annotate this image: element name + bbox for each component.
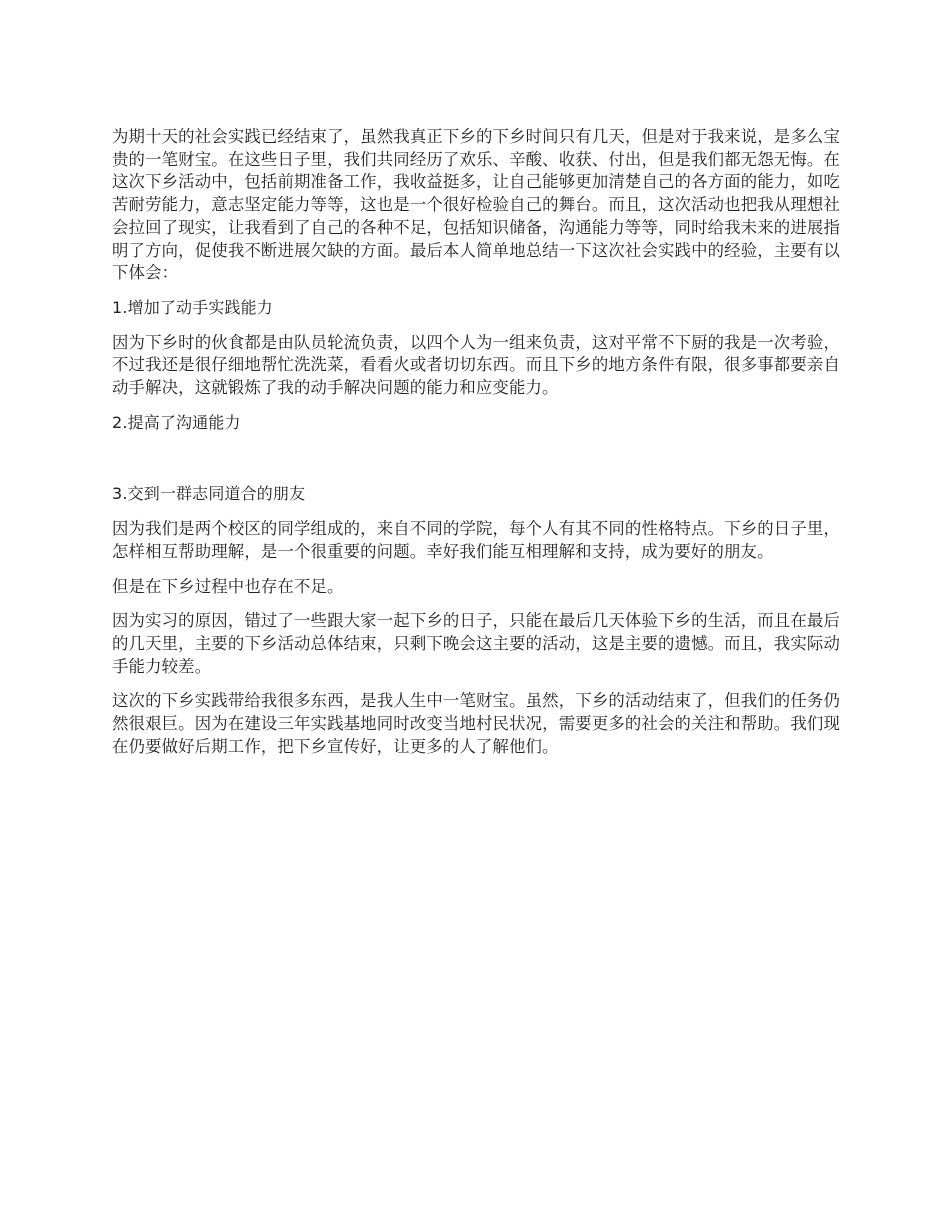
document-page	[112, 126, 840, 770]
shortcoming-intro-paragraph: 但是在下乡过程中也存在不足。	[112, 576, 344, 596]
section-3-paragraph: 因为我们是两个校区的同学组成的，来自不同的学院，每个人有其不同的性格特点。下乡的日子里，怎样相互帮助理解，是一个很重要的问题。幸好我们能互相理解和支持，成为要好的朋友。	[112, 519, 840, 561]
section-2-heading: 2.提高了沟通能力	[112, 412, 241, 432]
intro-paragraph: 为期十天的社会实践已经结束了，虽然我真正下乡的下乡时间只有几天，但是对于我来说，是多么宝贵的一笔财宝。在这些日子里，我们共同经历了欢乐、辛酸、收获、付出，但是我们都无怨无悔。在这次下乡活动中，包括前期准备工作，我收益挺多，让自己能够更加清楚自己的各方面的能力，如吃苦耐劳能力，意志坚定能力等等，这也是一个很好检验自己的舞台。而且，这次活动也把我从理想社会拉回了现实，让我看到了自己的各种不足，包括知识储备，沟通能力等等，同时给我未来的进展指明了方向，促使我不断进展欠缺的方面。最后本人简单地总结一下这次社会实践中的经验，主要有以下体会：	[112, 127, 840, 283]
section-3-heading: 3.交到一群志同道合的朋友	[112, 484, 306, 504]
shortcoming-paragraph: 因为实习的原因，错过了一些跟大家一起下乡的日子，只能在最后几天体验下乡的生活，而且在最后的几天里，主要的下乡活动总体结束，只剩下晚会这主要的活动，这是主要的遗憾。而且，我实际动手能力较差。	[112, 611, 840, 676]
blank-spacer	[112, 446, 840, 483]
section-1-paragraph: 因为下乡时的伙食都是由队员轮流负责，以四个人为一组来负责，这对平常不下厨的我是一次考验，不过我还是很仔细地帮忙洗洗菜，看看火或者切切东西。而且下乡的地方条件有限，很多事都要亲自动手解决，这就锻炼了我的动手解决问题的能力和应变能力。	[112, 332, 840, 398]
conclusion-paragraph: 这次的下乡实践带给我很多东西，是我人生中一笔财宝。虽然，下乡的活动结束了，但我们的任务仍然很艰巨。因为在建设三年实践基地同时改变当地村民状况，需要更多的社会的关注和帮助。我们现在仍要做好后期工作，把下乡宣传好，让更多的人了解他们。	[112, 691, 840, 756]
section-1-heading: 1.增加了动手实践能力	[112, 297, 273, 317]
